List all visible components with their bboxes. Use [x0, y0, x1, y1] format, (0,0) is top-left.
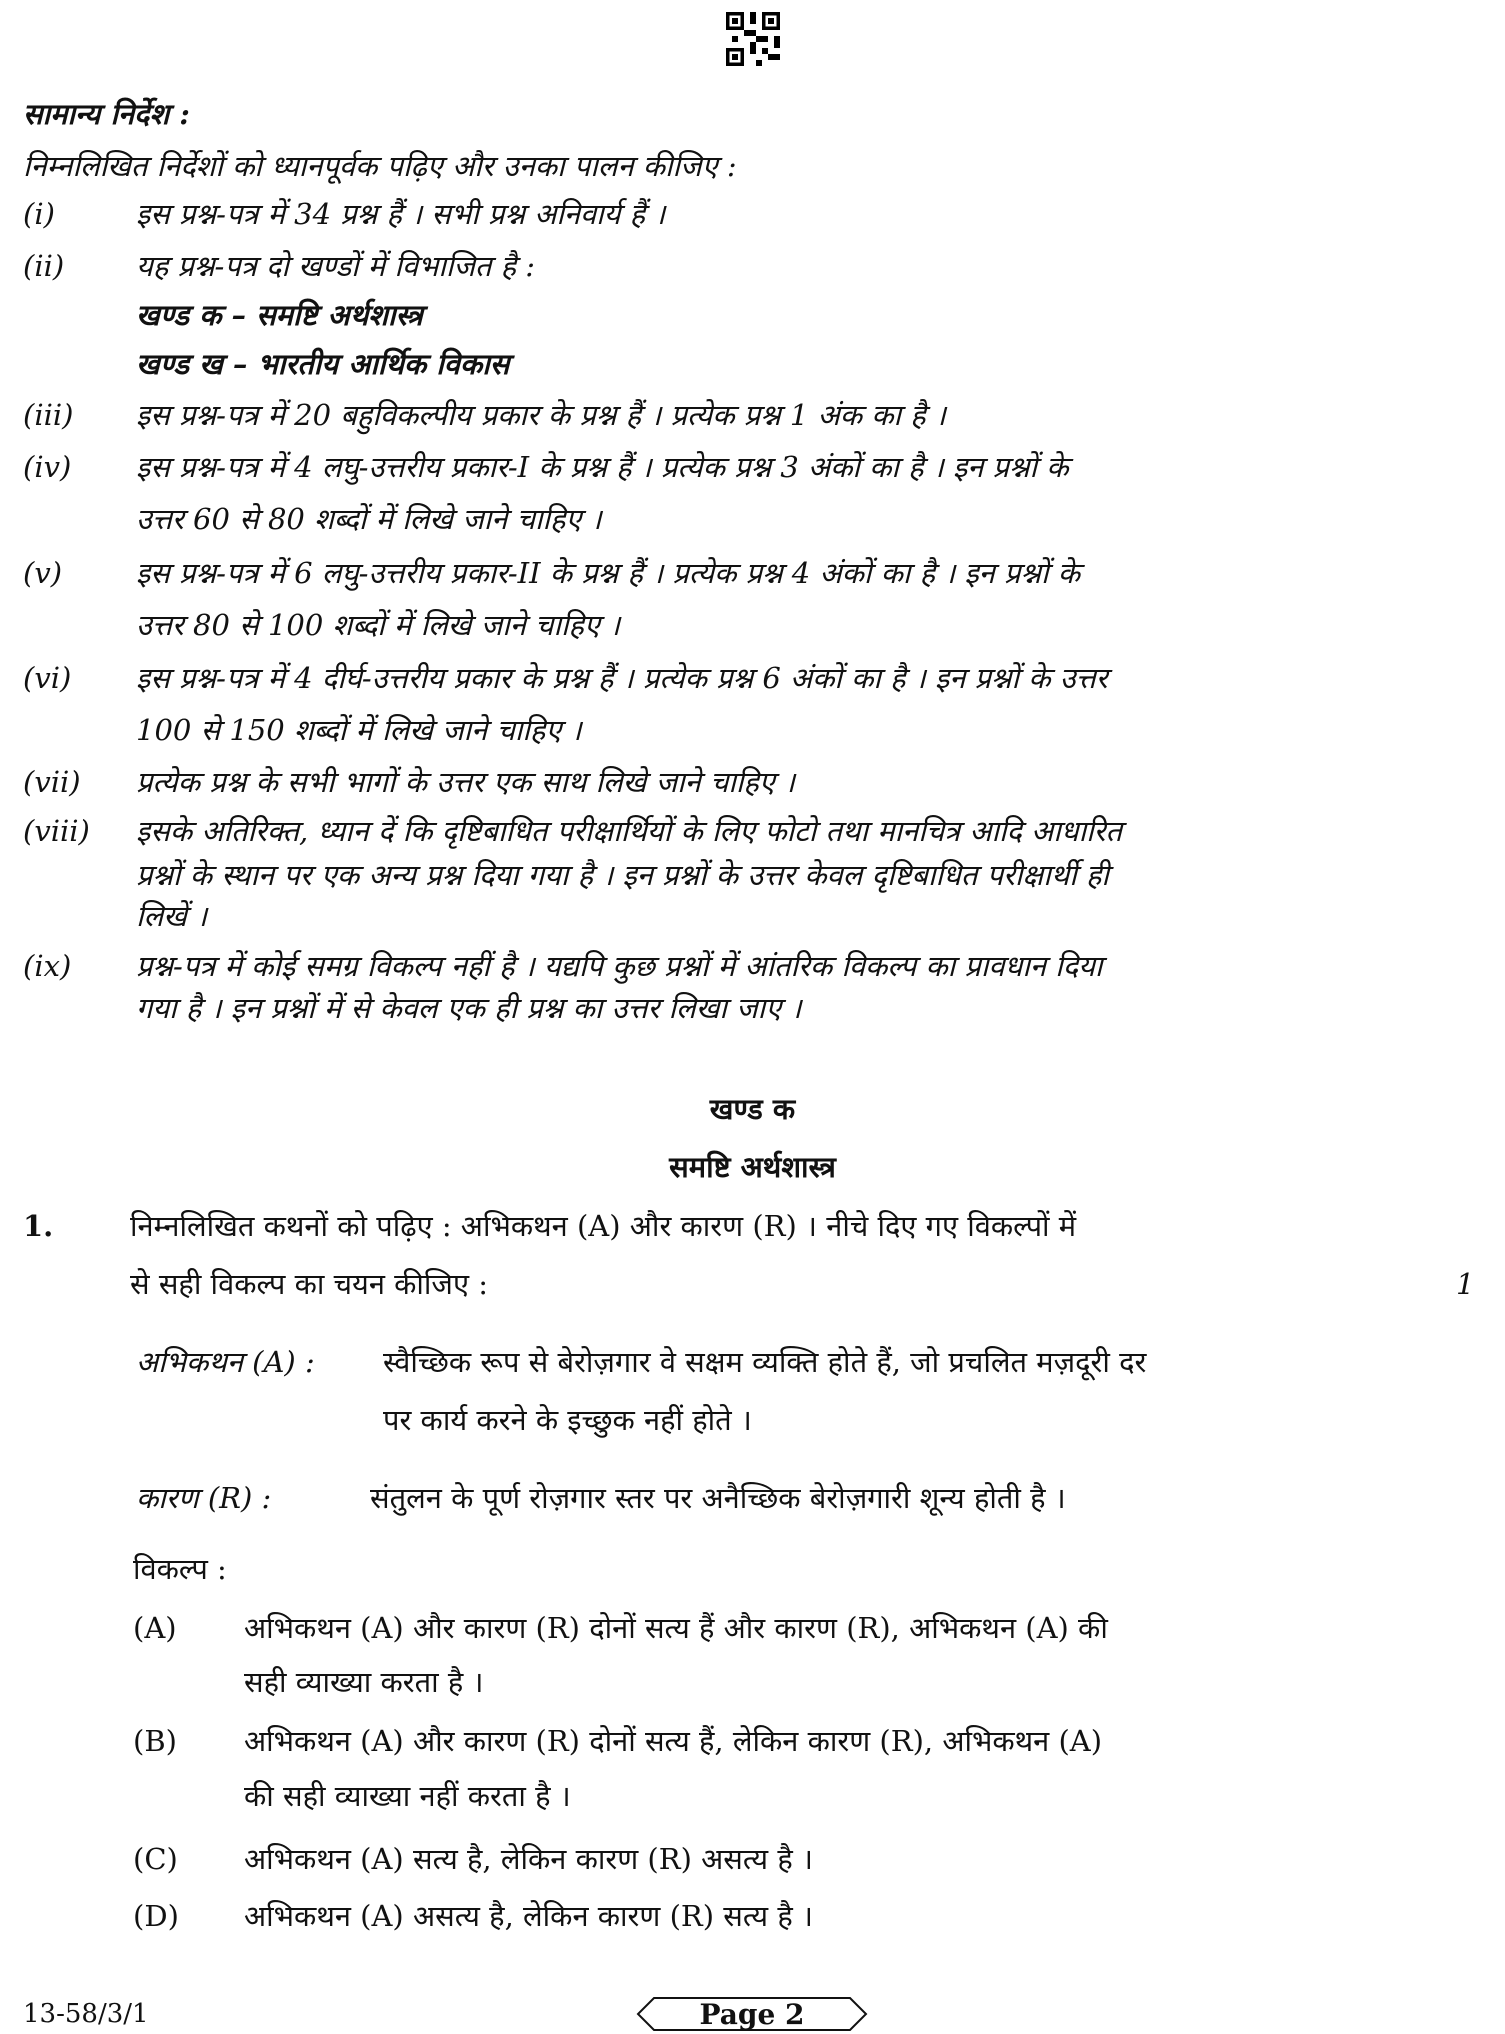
instruction-number: (vii) — [23, 765, 81, 799]
instruction-number: (ix) — [23, 949, 72, 983]
instruction-text: इस प्रश्न-पत्र में 6 लघु-उत्तरीय प्रकार-II के प्रश्न हैं । प्रत्येक प्रश्न 4 अंकों का है । इन प्रश्नों के — [136, 556, 1081, 590]
instruction-text: इस प्रश्न-पत्र में 20 बहुविकल्पीय प्रकार के प्रश्न हैं । प्रत्येक प्रश्न 1 अंक का है । — [136, 398, 946, 432]
reason-label: कारण (R) : — [136, 1481, 272, 1515]
question-marks: 1 — [1456, 1267, 1475, 1301]
instruction-text: यह प्रश्न-पत्र दो खण्डों में विभाजित है : — [136, 249, 536, 283]
option-text: सही व्याख्या करता है । — [244, 1665, 484, 1699]
instruction-text: इस प्रश्न-पत्र में 4 लघु-उत्तरीय प्रकार-I के प्रश्न हैं । प्रत्येक प्रश्न 3 अंकों का है । इन प्रश्नों के — [136, 450, 1069, 484]
assertion-text: पर कार्य करने के इच्छुक नहीं होते । — [383, 1403, 752, 1437]
instruction-text: 100 से 150 शब्दों में लिखे जाने चाहिए । — [136, 713, 582, 747]
instruction-text: प्रश्नों के स्थान पर एक अन्य प्रश्न दिया गया है । इन प्रश्नों के उत्तर केवल दृष्टिबाधित परीक्षार्थी ही — [136, 858, 1109, 892]
instruction-text: प्रश्न-पत्र में कोई समग्र विकल्प नहीं है । यद्यपि कुछ प्रश्नों में आंतरिक विकल्प का प्रावधान दिया — [136, 949, 1103, 983]
instruction-text: गया है । इन प्रश्नों में से केवल एक ही प्रश्न का उत्तर लिखा जाए । — [136, 991, 802, 1025]
instruction-number: (v) — [23, 556, 63, 590]
instruction-text: खण्ड क – समष्टि अर्थशास्त्र — [136, 298, 423, 332]
instruction-text: इसके अतिरिक्त, ध्यान दें कि दृष्टिबाधित परीक्षार्थियों के लिए फोटो तथा मानचित्र आदि आधारित — [136, 814, 1123, 848]
instruction-text: उत्तर 60 से 80 शब्दों में लिखे जाने चाहिए । — [136, 502, 602, 536]
option-text: अभिकथन (A) और कारण (R) दोनों सत्य हैं, लेकिन कारण (R), अभिकथन (A) — [244, 1724, 1103, 1758]
instruction-text: लिखें । — [136, 899, 208, 933]
option-label: (C) — [133, 1842, 178, 1876]
instructions-intro: निम्नलिखित निर्देशों को ध्यानपूर्वक पढ़िए और उनका पालन कीजिए : — [23, 149, 737, 183]
instruction-text: प्रत्येक प्रश्न के सभी भागों के उत्तर एक साथ लिखे जाने चाहिए । — [136, 765, 796, 799]
page-number: Page 2 — [699, 1998, 805, 2031]
option-label: (D) — [133, 1899, 179, 1933]
section-subtitle: समष्टि अर्थशास्त्र — [669, 1150, 836, 1184]
option-text: अभिकथन (A) असत्य है, लेकिन कारण (R) सत्य है । — [244, 1899, 813, 1933]
assertion-text: स्वैच्छिक रूप से बेरोज़गार वे सक्षम व्यक्ति होते हैं, जो प्रचलित मज़दूरी दर — [383, 1345, 1147, 1379]
paper-code: 13-58/3/1 — [23, 1999, 149, 2029]
instruction-text: इस प्रश्न-पत्र में 34 प्रश्न हैं । सभी प्रश्न अनिवार्य हैं । — [136, 197, 666, 231]
option-label: (B) — [133, 1724, 177, 1758]
reason-text: संतुलन के पूर्ण रोज़गार स्तर पर अनैच्छिक बेरोज़गारी शून्य होती है । — [370, 1481, 1066, 1515]
instruction-text: उत्तर 80 से 100 शब्दों में लिखे जाने चाहिए । — [136, 608, 621, 642]
option-text: अभिकथन (A) सत्य है, लेकिन कारण (R) असत्य है । — [244, 1842, 813, 1876]
instructions-heading: सामान्य निर्देश : — [23, 97, 190, 131]
page-number-badge — [636, 1996, 868, 2032]
section-title: खण्ड क — [709, 1092, 796, 1126]
option-text: की सही व्याख्या नहीं करता है । — [244, 1779, 571, 1813]
options-label: विकल्प : — [133, 1552, 227, 1586]
question-text: निम्नलिखित कथनों को पढ़िए : अभिकथन (A) और कारण (R) । नीचे दिए गए विकल्पों में — [130, 1209, 1077, 1243]
qr-code — [726, 12, 780, 66]
option-text: अभिकथन (A) और कारण (R) दोनों सत्य हैं और कारण (R), अभिकथन (A) की — [244, 1611, 1108, 1645]
question-text: से सही विकल्प का चयन कीजिए : — [130, 1267, 488, 1301]
instruction-number: (ii) — [23, 249, 65, 283]
instruction-number: (i) — [23, 197, 55, 231]
instruction-text: खण्ड ख – भारतीय आर्थिक विकास — [136, 347, 510, 381]
instruction-number: (vi) — [23, 661, 72, 695]
assertion-label: अभिकथन (A) : — [136, 1345, 315, 1379]
option-label: (A) — [133, 1611, 177, 1645]
question-number: 1. — [23, 1209, 54, 1243]
instruction-number: (iv) — [23, 450, 72, 484]
instruction-text: इस प्रश्न-पत्र में 4 दीर्घ-उत्तरीय प्रकार के प्रश्न हैं । प्रत्येक प्रश्न 6 अंकों का है । इन प्रश्नों के उत्तर — [136, 661, 1108, 695]
instruction-number: (viii) — [23, 814, 90, 848]
instruction-number: (iii) — [23, 398, 74, 432]
